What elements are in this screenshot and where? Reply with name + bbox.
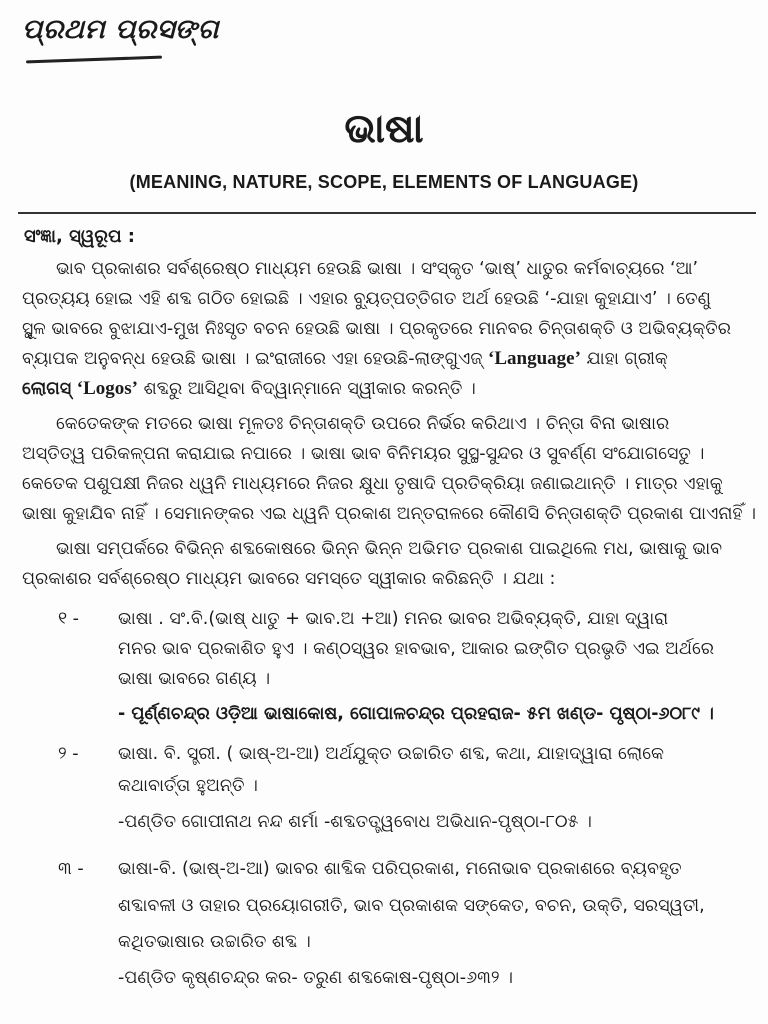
paragraph-text: ବ୍ୟାପକ ଅନୁବନ୍ଧ ହେଉଛି ଭାଷା । ଇଂରାଜୀରେ ଏହା ହେଉଛି-ଲାଙ୍ଗୁଏଜ୍ [22, 349, 483, 369]
list-item-line: କଥାବାର୍ତ୍ତା ହୁଅନ୍ତି । [118, 776, 258, 796]
citation: -ପଣ୍ଡିତ କୃଷ୍ଣଚନ୍ଦ୍ର କର- ତରୁଣ ଶବ୍ଦକୋଷ-ପୃଷ୍ଠା-୬୩୨ । [118, 968, 514, 988]
list-item-number: ୩ - [58, 859, 84, 879]
english-term-language: ‘Language’ [488, 348, 581, 369]
paragraph-text: ଲୋଗସ୍ [22, 379, 72, 399]
list-item-line: ଶବ୍ଦାବଳୀ ଓ ତାହାର ପ୍ରୟୋଗରୀତି, ଭାବ ପ୍ରକାଶକ ସଙ୍କେତ, ବଚନ, ଉକ୍ତି, ସରସ୍ୱତୀ, [118, 896, 705, 916]
list-item-number: ୨ - [58, 744, 79, 764]
list-item-line: ଭାଷା. ବି. ସ୍ତ୍ରୀ. ( ଭାଷ୍-ଅ-ଆ) ଅର୍ଥଯୁକ୍ତ ଉଚ୍ଚାରିତ ଶବ୍ଦ, କଥା, ଯାହାଦ୍ୱାରା ଲୋକେ [118, 744, 664, 764]
paragraph-line [22, 345, 668, 373]
chapter-label: ପ୍ରଥମ ପ୍ରସଙ୍ଗ [22, 14, 219, 45]
section-heading: ସଂଜ୍ଞା, ସ୍ୱରୂପ : [24, 226, 136, 247]
paragraph-line: ପ୍ରକାଶର ସର୍ବଶ୍ରେଷ୍ଠ ମାଧ୍ୟମ ଭାବରେ ସମସ୍ତେ ସ୍ୱୀକାର କରିଛନ୍ତି । ଯଥା : [22, 569, 556, 589]
list-item-line: ଭାଷା ଭାବରେ ଗଣ୍ୟ । [118, 669, 271, 689]
subtitle-divider [18, 212, 756, 214]
paragraph-text: ଯାହା ଗ୍ରୀକ୍ [586, 349, 668, 369]
paragraph-line: ଅସ୍ତିତ୍ୱ ପରିକଳ୍ପନା କରାଯାଇ ନପାରେ । ଭାଷା ଭାବ ବିନିମୟର ସୁସ୍ଥ-ସୁନ୍ଦର ଓ ସୁବର୍ଣ୍ଣ ସଂଯୋଗସେତୁ । [22, 444, 705, 464]
list-item-line: ମନର ଭାବ ପ୍ରକାଶିତ ହୁଏ । କଣ୍ଠସ୍ୱର ହାବଭାବ, ଆକାର ଇଙ୍ଗିତ ପ୍ରଭୃତି ଏଇ ଅର୍ଥରେ [118, 639, 715, 659]
paragraph-line: କେତେକ ପଶୁପକ୍ଷୀ ନିଜର ଧ୍ୱନି ମାଧ୍ୟମରେ ନିଜର କ୍ଷୁଧା ତୃଷାଦି ପ୍ରତିକ୍ରିୟା ଜଣାଇଥାନ୍ତି । ମାତ୍ର ଏହାକୁ [22, 474, 723, 494]
citation: -ପଣ୍ଡିତ ଗୋପୀନାଥ ନନ୍ଦ ଶର୍ମା -ଶବ୍ଦତତ୍ତ୍ୱବୋଧ ଅଭିଧାନ-ପୃଷ୍ଠା-୮୦୫ । [118, 812, 592, 832]
page-title: ଭାଷା [344, 106, 424, 152]
chapter-underline [26, 56, 162, 64]
list-item-line: ଭାଷା . ସଂ.ବି.(ଭାଷ୍ ଧାତୁ + ଭାବ.ଅ +ଆ) ମନର ଭାବର ଅଭିବ୍ୟକ୍ତି, ଯାହା ଦ୍ୱାରା [118, 609, 669, 629]
paragraph-line: କେତେକଙ୍କ ମତରେ ଭାଷା ମୂଳତଃ ଚିନ୍ତାଶକ୍ତି ଉପରେ ନିର୍ଭର କରିଥାଏ । ଚିନ୍ତା ବିନା ଭାଷାର [56, 414, 670, 434]
paragraph-line: ପ୍ରତ୍ୟୟ ହୋଇ ଏହି ଶବ୍ଦ ଗଠିତ ହୋଇଛି । ଏହାର ବ୍ୟୁତ୍ପତ୍ତିଗତ ଅର୍ଥ ହେଉଛି ‘-ଯାହା କୁହାଯାଏ’ । ତେଣୁ [22, 289, 711, 309]
list-item-number: ୧ - [58, 609, 79, 629]
list-item-line: ଭାଷା-ବି. (ଭାଷ୍-ଅ-ଆ) ଭାବର ଶାବ୍ଦିକ ପରିପ୍ରକାଶ, ମନୋଭାବ ପ୍ରକାଶରେ ବ୍ୟବହୃତ [118, 859, 682, 879]
paragraph-line [22, 375, 476, 403]
paragraph-line: ଭାଷା କୁହାଯିବ ନାହିଁ । ସେମାନଙ୍କର ଏଇ ଧ୍ୱନି ପ୍ରକାଶ ଅନ୍ତରାଳରେ କୌଣସି ଚିନ୍ତାଶକ୍ତି ପ୍ରକାଶ ପାଏନାହିଁ । [22, 504, 757, 524]
citation: - ପୂର୍ଣ୍ଣଚନ୍ଦ୍ର ଓଡ଼ିଆ ଭାଷାକୋଷ, ଗୋପାଳଚନ୍ଦ୍ର ପ୍ରହରାଜ- ୫ମ ଖଣ୍ଡ- ପୃଷ୍ଠା-୬୦୮୯ । [118, 704, 714, 724]
paragraph-line: ଭାଷା ସମ୍ପର୍କରେ ବିଭିନ୍ନ ଶବ୍ଦକୋଷରେ ଭିନ୍ନ ଭିନ୍ନ ଅଭିମତ ପ୍ରକାଶ ପାଇଥିଲେ ମଧ, ଭାଷାକୁ ଭାବ [56, 539, 723, 559]
chapter-header [22, 14, 222, 46]
english-term-logos: ‘Logos’ [76, 378, 138, 399]
list-item-line: କଥିତଭାଷାର ଉଚ୍ଚାରିତ ଶବ୍ଦ । [118, 932, 311, 952]
paragraph-text: ଶବ୍ଦରୁ ଆସିଥିବା ବିଦ୍ୱାନ୍‌ମାନେ ସ୍ୱୀକାର କରନ୍ତି । [143, 379, 476, 399]
paragraph-line: ଭାବ ପ୍ରକାଶର ସର୍ବଶ୍ରେଷ୍ଠ ମାଧ୍ୟମ ହେଉଛି ଭାଷା । ସଂସ୍କୃତ ‘ଭାଷ୍’ ଧାତୁର କର୍ମବାଚ୍ୟରେ ‘ଆ’ [56, 259, 699, 279]
page-subtitle: (MEANING, NATURE, SCOPE, ELEMENTS OF LANGUAGE) [129, 172, 639, 192]
paragraph-line: ସ୍ଥୂଳ ଭାବରେ ବୁଝାଯାଏ-ମୁଖ ନିଃସୃତ ବଚନ ହେଉଛି ଭାଷା । ପ୍ରକୃତରେ ମାନବର ଚିନ୍ତାଶକ୍ତି ଓ ଅଭିବ୍ୟକ୍ତିର [22, 319, 732, 339]
